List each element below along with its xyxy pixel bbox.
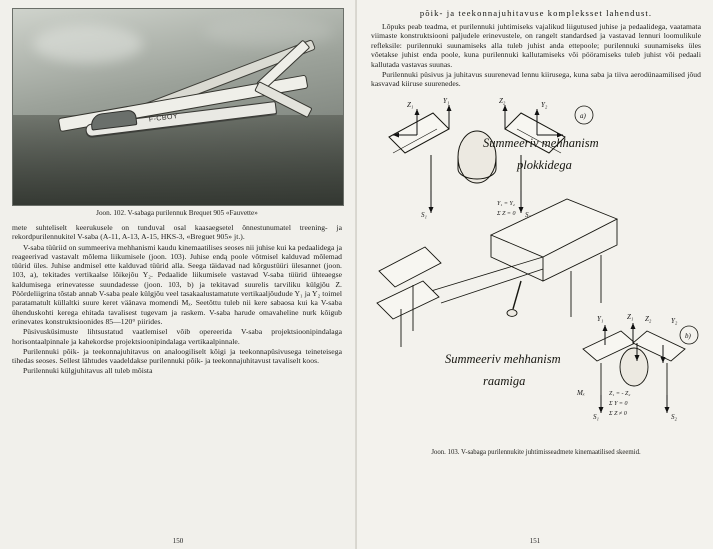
formula-Y1-Y2: Y₁ = Y₂ — [497, 200, 515, 207]
symbol-S1-b: S₁ — [593, 412, 599, 421]
paragraph: Purilennuki põik- ja teekonnajuhitavus on analoogiliselt kõigi ja teekonnapüsivusega teineteisega tihedas seoses. Sellest lähtudes vaadeldakse purilennuki põik- ja teekonnajuhitavust tavaliselt koos. — [12, 346, 342, 366]
right-page — [356, 0, 713, 549]
symbol-Y1: Y₁ — [443, 96, 450, 105]
symbol-S2: S₂ — [525, 210, 531, 219]
glider-registration-text: F-CBOY — [148, 112, 179, 124]
symbol-Z1: Z₁ — [407, 100, 414, 109]
page-number-left: 150 — [172, 537, 184, 545]
glider-photo-figure — [12, 8, 342, 217]
left-page — [0, 0, 356, 549]
figure-caption-102: Joon. 102. V-sabaga purilennuk Brequet 905 «Fauvette» — [96, 209, 258, 217]
diagram-title-2-line1: Summeeriv mehhanism — [445, 351, 561, 366]
glider-photograph — [12, 8, 344, 206]
left-page-body — [12, 223, 342, 376]
formula-sumZ-not0: Σ Z ≠ 0 — [609, 410, 627, 417]
symbol-Z1-b: Z₁ — [627, 312, 634, 321]
paragraph: Lõpuks peab teadma, et purilennuki juhtimiseks vajalikud liigutused juhise ja pedaalidega, vaatamata viimaste konstruktsiooni paljudele erinevustele, on rangelt standardsed ja vastavad lennuri loomulikule refleksile: purilennuki suunamiseks alla tuleb juhist anda ettepoole; purilennuki suunamiseks üles võetakse juhist enda poole, kuna purilennuki kallutamiseks või pööramiseks tuleb juhist või pedaali kallutada vastavas suunas. — [371, 22, 701, 69]
paragraph: Purilennuki külgjuhitavus all tuleb mõista — [23, 366, 153, 376]
right-page-heading: põik- ja teekonnajuhitavuse kompleksset lahendust. — [419, 8, 653, 18]
symbol-Y2-b: Y₂ — [671, 316, 678, 325]
symbol-Mx: Mₓ — [577, 388, 585, 397]
formula-Z1-Z2: Z₁ = - Z₂ — [609, 390, 631, 397]
diagram-title-2-line2: raamiga — [483, 373, 526, 388]
symbol-S2-b: S₂ — [671, 412, 677, 421]
formula-sumZ-0: Σ Z = 0 — [497, 210, 516, 217]
symbol-Z2: Z₂ — [499, 96, 506, 105]
symbol-S1: S₁ — [421, 210, 427, 219]
figure-caption-103: Joon. 103. V-sabaga purilennukite juhtimisseadmete kinemaatilised skeemid. — [431, 448, 641, 456]
page-number-right: 151 — [529, 537, 541, 545]
panel-letter-b: b) — [685, 331, 691, 340]
diagram-title-1-line2: plokkidega — [517, 157, 572, 172]
symbol-Z2-b: Z₂ — [645, 314, 652, 323]
paragraph: Purilennuki püsivus ja juhitavus suurenevad lennu kiirusega, kuna saba ja tiiva aerodünaamilised jõud kasvavad kiiruse suurenedes. — [371, 70, 701, 89]
panel-letter-a: a) — [580, 111, 586, 120]
diagram-svg — [371, 95, 701, 447]
formula-sumY-0: Σ Y = 0 — [609, 400, 628, 407]
symbol-Y2: Y₂ — [541, 100, 548, 109]
kinematic-diagram-103 — [371, 95, 701, 456]
right-page-body — [371, 22, 701, 89]
paragraph: Püsivusküsimuste lihtsustatud vaatlemisel võib opereerida V-saba projektsioonipindalaga horisontaalpinnale ja kahekordse projektsioonipindalaga vertikaalpinnale. — [12, 327, 342, 346]
paragraph: mete suhteliselt keerukusele on tunduval osal kaasaegsetel õnnestunumatel treening- ja rekordpurilennukitel V-saba (A-11, A-13, A-15, HKS-3, «Breguet 905» jt.). — [12, 223, 342, 242]
paragraph: V-saba tüüriid on summeeriva mehhanismi kaudu kinemaatilises seoses nii juhise kui ka pedaalidega ja reageerivad vastavalt mõlema liikumisele (joon. 103). Juhise endą poole võtmisel kalduvad mõlemad tüürid üles. Juhise andmisel ette kalduvad tüürid alla. Seega täidavad nad kõrgustüüri ülesannet (joon. 103, a), tekitades vertikaalse lõikejõu Y₂. Pedaalide liikumisele vastavad V-saba tüürid ühteaegse kaldumisega erinevatesse suundadesse (joon. 103, b) ja tekitavad suurelis tarviliku külgjõu Z. Pöördeliigrina tõstab annab V-saba peale külgjõu veel tasakaalustamatute vertikaaljõudude Y₁ ja Y₂ toimel paratamatult küllaltki suure keret väänava momendi Mₓ. Seetõttu tuleb nii kere sabaosa kui ka V-saba ühenduskohti kerega ehitada tavalisest tugevam ja raskem. V-saba harude omavaheline nurk kõigub erinevates konstruktsioonides 85—120° piirides. — [12, 242, 342, 326]
diagram-title-1-line1: Summeeriv mehhanism — [483, 135, 599, 150]
symbol-Y1-b: Y₁ — [597, 314, 604, 323]
